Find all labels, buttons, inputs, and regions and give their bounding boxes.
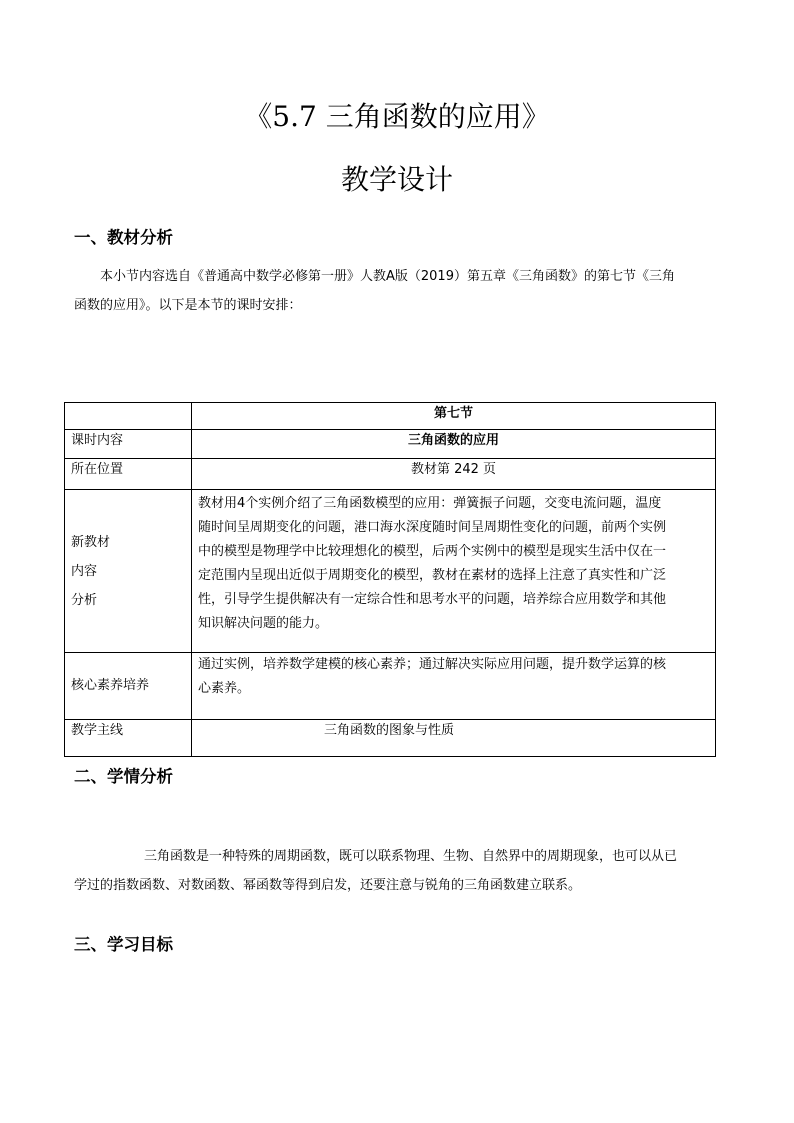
table-value-mainline: 三角函数的图象与性质 [192,720,716,757]
analysis-line: 性，引导学生提供解决有一定综合性和思考水平的问题，培养综合应用数学和其他 [198,592,667,607]
table-value-content: 三角函数的应用 [192,430,716,459]
paragraph-line: 学过的指数函数、对数函数、幂函数等得到启发，还要注意与锐角的三角函数建立联系。 [74,878,582,893]
paragraph-line: 三角函数是一种特殊的周期函数，既可以联系物理、生物、自然界中的周期现象，也可以从已 [144,849,678,864]
section-paragraph-learner-analysis [74,842,720,900]
section-paragraph-textbook-analysis [74,262,720,320]
section-heading-textbook-analysis: 一、教材分析 [74,228,173,247]
analysis-line: 随时间呈周期变化的问题，港口海水深度随时间呈周期性变化的问题，前两个实例 [198,520,667,535]
section-heading-learner-analysis: 二、学情分析 [74,767,173,786]
document-title: 《5.7 三角函数的应用》 [244,100,550,133]
table-row [65,490,716,653]
core-line: 心素养。 [198,681,251,696]
document-subtitle: 教学设计 [340,163,453,196]
label-line: 分析 [71,592,98,608]
table-row [65,653,716,720]
table-label-position: 所在位置 [65,459,192,490]
core-line: 通过实例，培养数学建模的核心素养；通过解决实际应用问题，提升数学运算的核 [198,657,667,672]
table-label-mainline: 教学主线 [65,720,192,757]
table-label-analysis [65,490,192,653]
analysis-line: 知识解决问题的能力。 [198,616,329,631]
table-value-position: 教材第 242 页 [192,459,716,490]
table-value-core-literacy [192,653,716,720]
paragraph-line: 函数的应用》。以下是本节的课时安排： [74,298,302,313]
table-label-core-literacy: 核心素养培养 [65,653,192,720]
table-row [65,403,716,430]
analysis-line: 定范围内呈现出近似于周期变化的模型，教材在素材的选择上注意了真实性和广泛 [198,568,667,583]
table-value-analysis [192,490,716,653]
label-line: 内容 [71,563,98,579]
table-cell-empty [65,403,192,430]
analysis-line: 中的模型是物理学中比较理想化的模型，后两个实例中的模型是现实生活中仅在一 [198,544,667,559]
section-heading-learning-objectives: 三、学习目标 [74,935,173,954]
lesson-schedule-table [64,402,716,757]
analysis-line: 教材用4个实例介绍了三角函数模型的应用：弹簧振子问题，交变电流问题，温度 [198,496,662,511]
label-line: 新教材 [71,534,111,550]
table-row [65,720,716,757]
table-row [65,459,716,490]
table-row [65,430,716,459]
paragraph-line: 本小节内容选自《普通高中数学必修第一册》人教A版（2019）第五章《三角函数》的第七节《三角 [100,269,675,284]
table-label-content: 课时内容 [65,430,192,459]
table-header-section: 第七节 [192,403,716,430]
